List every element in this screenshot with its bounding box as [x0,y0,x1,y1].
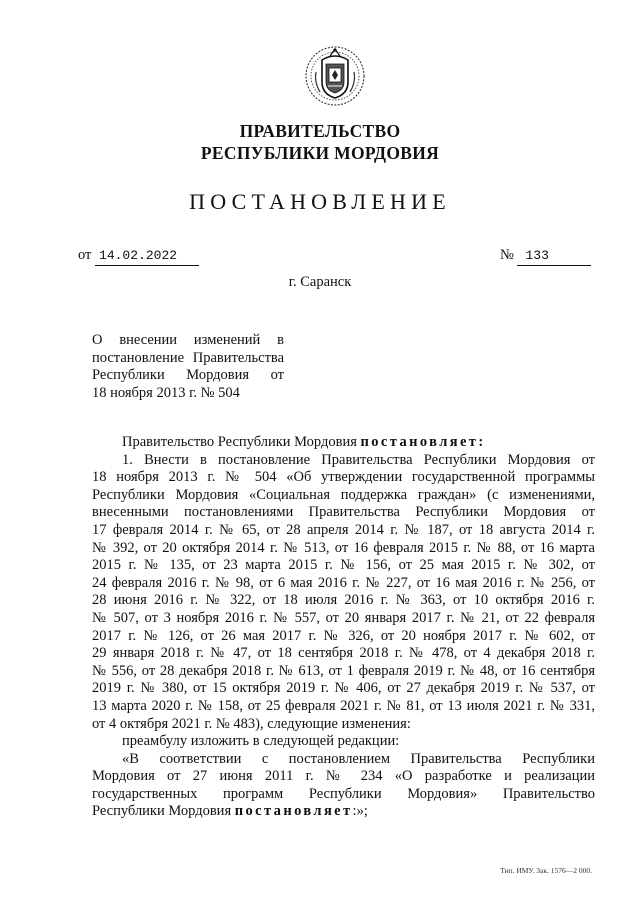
date-row [78,246,199,266]
document-number: 133 [517,247,591,266]
coat-of-arms-emblem [302,42,368,108]
body-line: 18 ноября 2013 г. № 504 «Об утверждении государственной программы [92,469,595,486]
quote-line: Мордовия от 27 июня 2011 г. № 234 «О разработке и реализации [92,768,595,785]
quote-line: «В соответствии с постановлением Правительства Республики [122,750,595,767]
body-line: 1. Внести в постановление Правительства Республики Мордовия от [122,451,595,468]
body-line: № 507, от 3 ноября 2016 г. № 557, от 20 января 2017 г. № 21, от 22 февраля [92,609,595,626]
quote-last-line [92,803,595,821]
body-line: 2017 г. № 126, от 26 мая 2017 г. № 326, от 20 ноября 2017 г. № 602, от [92,627,595,644]
date-prefix: от [78,247,92,263]
decree-preamble [92,434,595,452]
quote-last-lead: Республики Мордовия [92,803,235,820]
quote-line: государственных программ Республики Мордовия» Правительство [92,785,595,802]
body-line: 17 февраля 2014 г. № 65, от 28 апреля 2014 г. № 187, от 18 августа 2014 г. [92,521,595,538]
document-subject [92,332,284,402]
body-line: 24 февраля 2016 г. № 98, от 6 мая 2016 г. № 227, от 16 мая 2016 г. № 256, от [92,574,595,591]
body-line: № 392, от 20 октября 2014 г. № 513, от 16 февраля 2015 г. № 88, от 16 марта [92,539,595,556]
decree-word: постановляет: [360,434,486,450]
document-date: 14.02.2022 [95,247,199,266]
document-type-title: ПОСТАНОВЛЕНИЕ [189,189,451,214]
quote-decree-word: постановляет [234,803,353,820]
quote-last-tail: :»; [352,803,368,820]
body-line: от 4 октября 2021 г. № 483), следующие изменения: [92,715,411,732]
document-body [92,434,595,821]
government-title-line1: ПРАВИТЕЛЬСТВО [239,121,401,141]
body-line: Республики Мордовия «Социальная поддержка граждан» (с изменениями, [92,486,595,503]
body-line: № 556, от 28 декабря 2018 г. № 613, от 1 февраля 2019 г. № 48, от 16 сентября [92,662,595,679]
subject-line: О внесении изменений в [92,332,284,348]
body-line: 2015 г. № 135, от 23 марта 2015 г. № 156, от 25 мая 2015 г. № 302, от [92,557,595,574]
subject-line: постановление Правительства [92,349,284,366]
preamble-lead: Правительство Республики Мордовия [122,434,361,450]
number-row [500,246,591,266]
body-line: 28 июня 2016 г. № 322, от 18 июля 2016 г. № 363, от 10 октября 2016 г. [92,592,595,609]
print-mark: Тип. ИМУ. Зак. 1576—2 000. [500,866,592,875]
body-line: 29 января 2018 г. № 47, от 18 сентября 2018 г. № 478, от 4 декабря 2018 г. [92,645,595,662]
body-line: внесенными постановлениями Правительства Республики Мордовия от [92,504,595,521]
subject-line: 18 ноября 2013 г. № 504 [92,384,240,401]
body-line: 13 марта 2020 г. № 158, от 25 февраля 2021 г. № 81, от 13 июля 2021 г. № 331, [92,697,595,714]
number-prefix: № [500,247,514,263]
city: г. Саранск [288,274,352,290]
subject-line: Республики Мордовия от [92,367,284,384]
body-line: 2019 г. № 380, от 15 октября 2019 г. № 406, от 27 декабря 2019 г. № 537, от [92,680,595,697]
preamble-change-line: преамбулу изложить в следующей редакции: [122,733,400,750]
government-title-line2: РЕСПУБЛИКИ МОРДОВИЯ [200,143,440,163]
